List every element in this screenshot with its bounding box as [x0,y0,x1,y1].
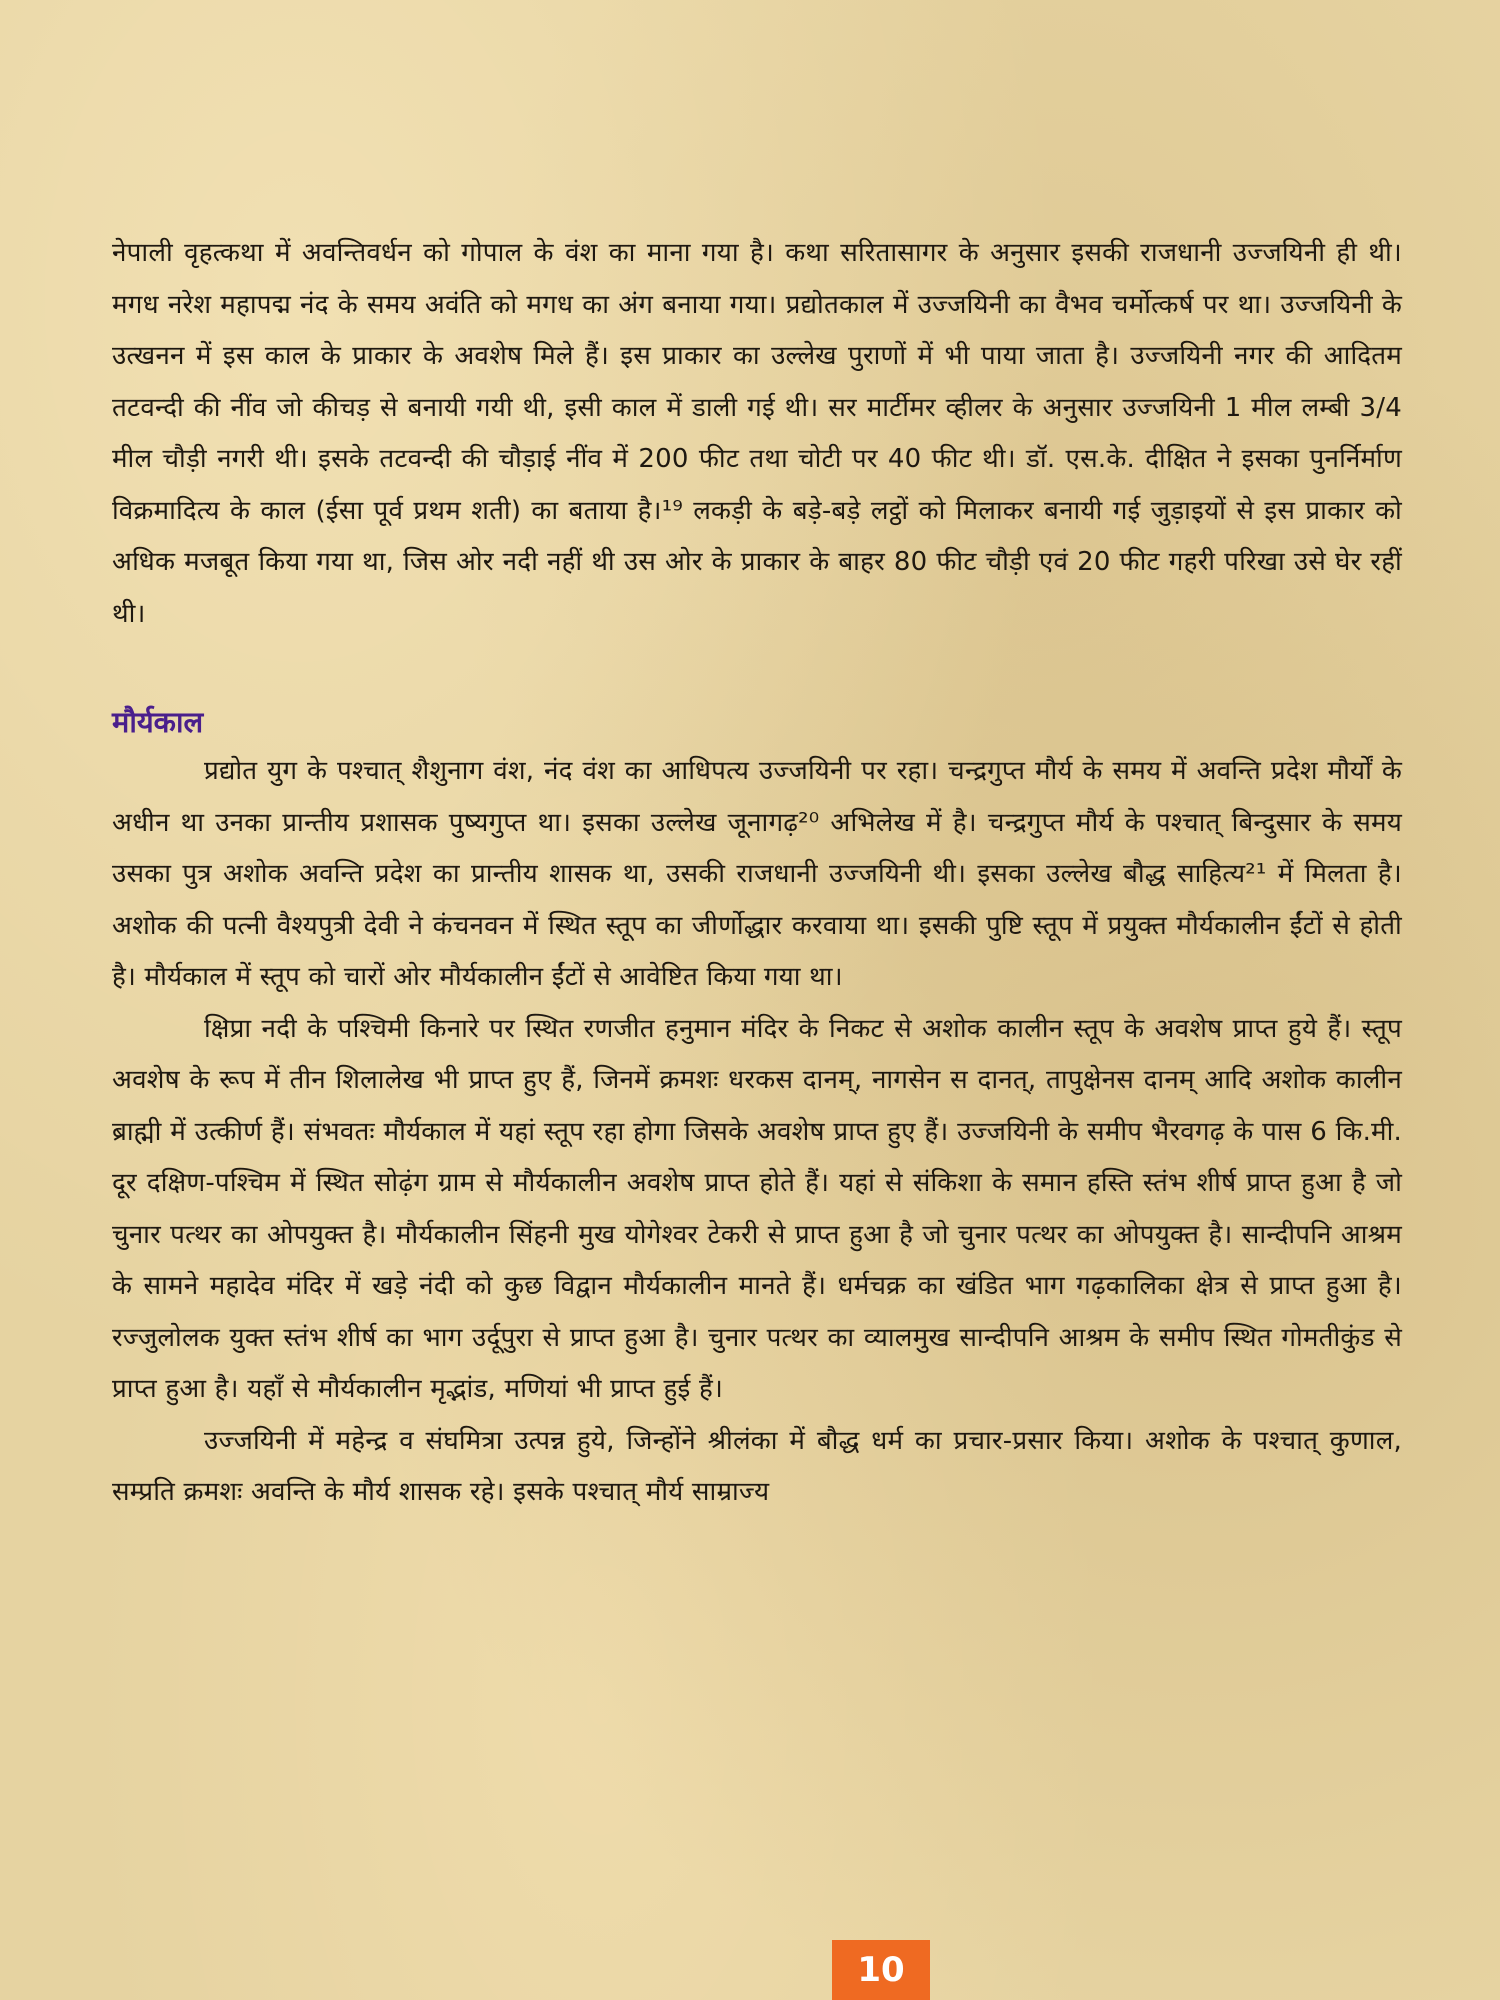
paragraph-maurya-remains: क्षिप्रा नदी के पश्चिमी किनारे पर स्थित रणजीत हनुमान मंदिर के निकट से अशोक कालीन स्तूप के अवशेष प्राप्त हुये हैं। स्तूप अवशेष के रूप में तीन शिलालेख भी प्राप्त हुए हैं, जिनमें क्रमशः धरकस दानम्, नागसेन स दानत्, तापुक्षेनस दानम् आदि अशोक कालीन ब्राह्मी में उत्कीर्ण हैं। संभवतः मौर्यकाल में यहां स्तूप रहा होगा जिसके अवशेष प्राप्त हुए हैं। उज्जयिनी के समीप भैरवगढ़ के पास 6 कि.मी. दूर दक्षिण-पश्चिम में स्थित सोढ़ंग ग्राम से मौर्यकालीन अवशेष प्राप्त होते हैं। यहां से संकिशा के समान हस्ति स्तंभ शीर्ष प्राप्त हुआ है जो चुनार पत्थर का ओपयुक्त है। मौर्यकालीन सिंहनी मुख योगेश्वर टेकरी से प्राप्त हुआ है जो चुनार पत्थर का ओपयुक्त है। सान्दीपनि आश्रम के सामने महादेव मंदिर में खड़े नंदी को कुछ विद्वान मौर्यकालीन मानते हैं। धर्मचक्र का खंडित भाग गढ़कालिका क्षेत्र से प्राप्त हुआ है। रज्जुलोलक युक्त स्तंभ शीर्ष का भाग उर्दूपुरा से प्राप्त हुआ है। चुनार पत्थर का व्यालमुख सान्दीपनि आश्रम के समीप स्थित गोमतीकुंड से प्राप्त हुआ है। यहाँ से मौर्यकालीन मृद्भांड, मणियां भी प्राप्त हुई हैं। [112,1013,1402,1404]
page-content [112,228,1402,1519]
section-heading-maurya: मौर्यकाल [112,705,204,739]
page-number-badge: 10 [832,1940,930,2000]
paragraph-maurya-ashoka: प्रद्योत युग के पश्चात् शैशुनाग वंश, नंद वंश का आधिपत्य उज्जयिनी पर रहा। चन्द्रगुप्त मौर्य के समय में अवन्ति प्रदेश मौर्यों के अधीन था उनका प्रान्तीय प्रशासक पुष्यगुप्त था। इसका उल्लेख जूनागढ़²⁰ अभिलेख में है। चन्द्रगुप्त मौर्य के पश्चात् बिन्दुसार के समय उसका पुत्र अशोक अवन्ति प्रदेश का प्रान्तीय शासक था, उसकी राजधानी उज्जयिनी थी। इसका उल्लेख बौद्ध साहित्य²¹ में मिलता है। अशोक की पत्नी वैश्यपुत्री देवी ने कंचनवन में स्थित स्तूप का जीर्णोद्धार करवाया था। इसकी पुष्टि स्तूप में प्रयुक्त मौर्यकालीन ईंटों से होती है। मौर्यकाल में स्तूप को चारों ओर मौर्यकालीन ईंटों से आवेष्टित किया गया था। [112,756,1402,992]
paragraph-avanti-vardhana: नेपाली वृहत्कथा में अवन्तिवर्धन को गोपाल के वंश का माना गया है। कथा सरितासागर के अनुसार इसकी राजधानी उज्जयिनी ही थी। मगध नरेश महापद्म नंद के समय अवंति को मगध का अंग बनाया गया। प्रद्योतकाल में उज्जयिनी का वैभव चर्मोत्कर्ष पर था। उज्जयिनी के उत्खनन में इस काल के प्राकार के अवशेष मिले हैं। इस प्राकार का उल्लेख पुराणों में भी पाया जाता है। उज्जयिनी नगर की आदितम तटवन्दी की नींव जो कीचड़ से बनायी गयी थी, इसी काल में डाली गई थी। सर मार्टीमर व्हीलर के अनुसार उज्जयिनी 1 मील लम्बी 3/4 मील चौड़ी नगरी थी। इसके तटवन्दी की चौड़ाई नींव में 200 फीट तथा चोटी पर 40 फीट थी। डॉ. एस.के. दीक्षित ने इसका पुनर्निर्माण विक्रमादित्य के काल (ईसा पूर्व प्रथम शती) का बताया है।¹⁹ लकड़ी के बड़े-बड़े लट्ठों को मिलाकर बनायी गई जुड़ाइयों से इस प्राकार को अधिक मजबूत किया गया था, जिस ओर नदी नहीं थी उस ओर के प्राकार के बाहर 80 फीट चौड़ी एवं 20 फीट गहरी परिखा उसे घेर रहीं थी। [112,238,1402,629]
paragraph-maurya-successors: उज्जयिनी में महेन्द्र व संघमित्रा उत्पन्न हुये, जिन्होंने श्रीलंका में बौद्ध धर्म का प्रचार-प्रसार किया। अशोक के पश्चात् कुणाल, सम्प्रति क्रमशः अवन्ति के मौर्य शासक रहे। इसके पश्चात् मौर्य साम्राज्य [112,1425,1402,1507]
